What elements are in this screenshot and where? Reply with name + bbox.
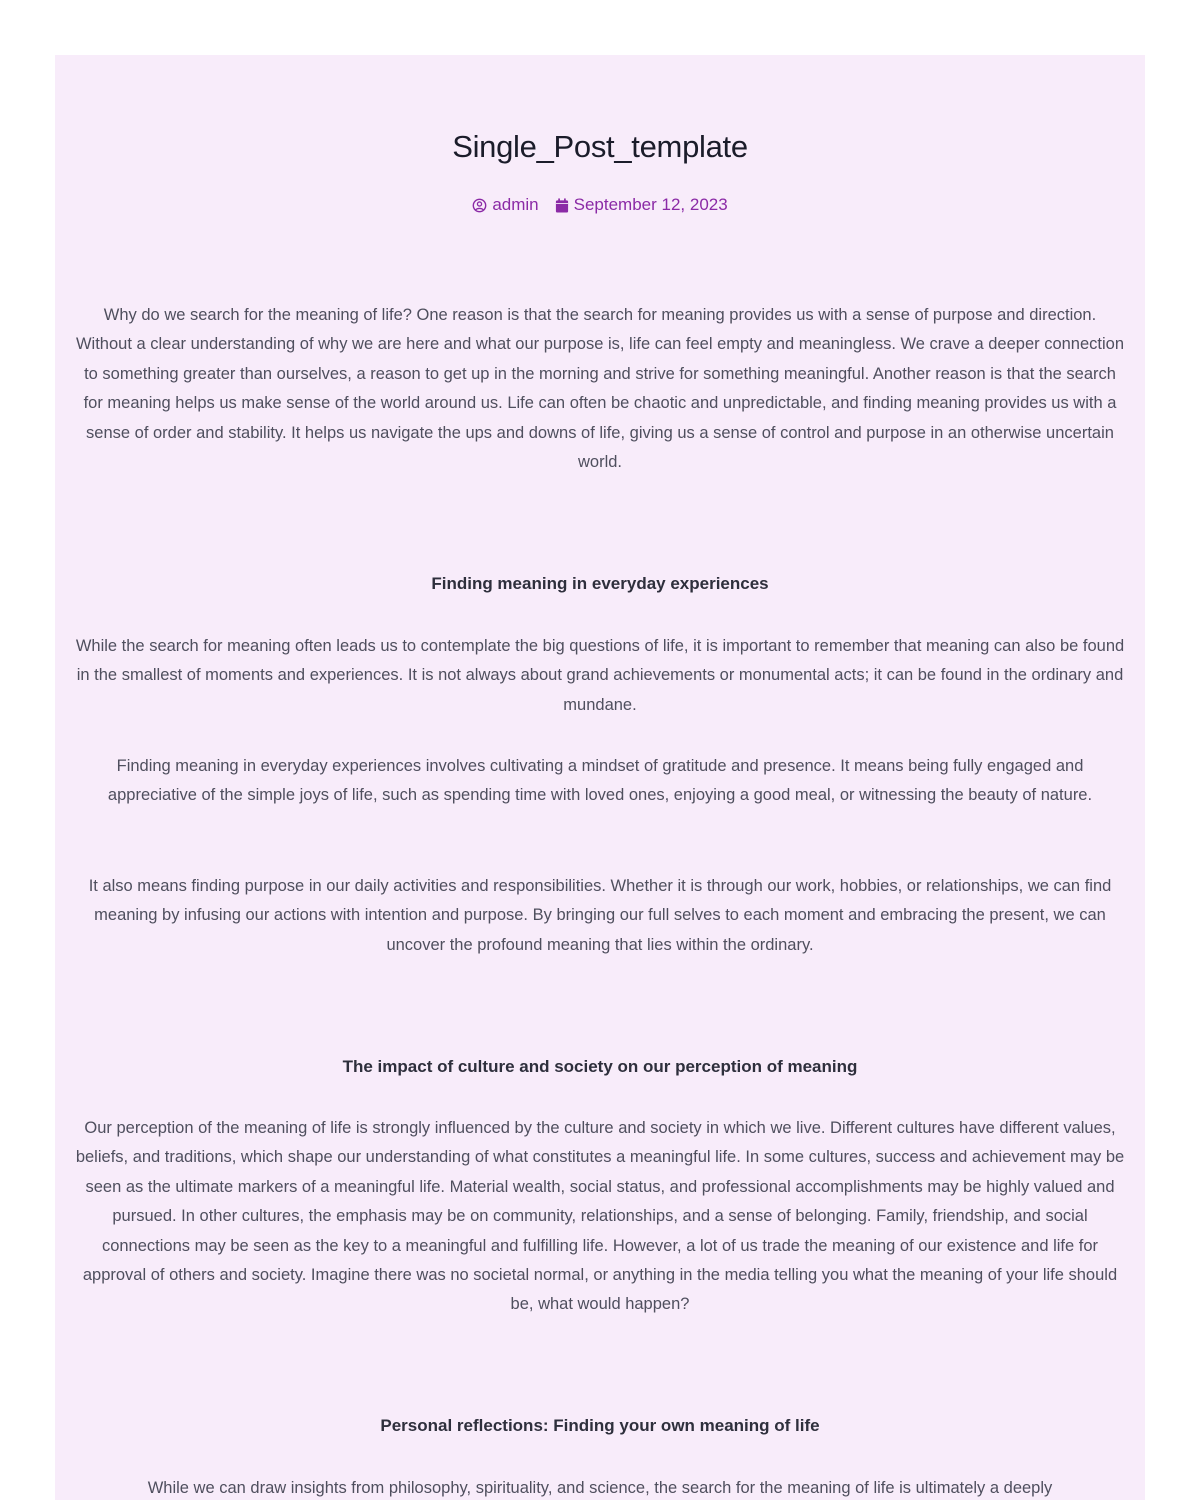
- section-heading-personal: Personal reflections: Finding your own meaning of life: [380, 1416, 820, 1435]
- section-paragraph: Our perception of the meaning of life is strongly influenced by the culture and society in which we live. Different cultures have different values, beliefs, and traditions, which shape our understanding of what constitutes a meaningful life. In some cultures, success and achievement may be seen as the ultimate markers of a meaningful life. Material wealth, social status, and professional accomplishments may be highly valued and pursued. In other cultures, the emphasis may be on community, relationships, and a sense of belonging. Family, friendship, and social connections may be seen as the key to a meaningful and fulfilling life. However, a lot of us trade the meaning of our existence and life for approval of others and society. Imagine there was no societal normal, or anything in the media telling you what the meaning of your life should be, what would happen?: [75, 1119, 1125, 1314]
- author-name: admin: [492, 195, 539, 214]
- date-link[interactable]: [555, 195, 728, 215]
- section-paragraph: Finding meaning in everyday experiences involves cultivating a mindset of gratitude and presence. It means being fully engaged and appreciative of the simple joys of life, such as spending time with loved ones, enjoying a good meal, or witnessing the beauty of nature.: [107, 757, 1093, 805]
- calendar-icon: [555, 198, 569, 213]
- post-card: [55, 55, 1145, 1500]
- section-paragraph: While the search for meaning often leads us to contemplate the big questions of life, it is important to remember that meaning can also be found in the smallest of moments and experiences. It is not always about grand achievements or monumental acts; it can be found in the ordinary and mundane.: [75, 637, 1125, 714]
- section-heading-culture: The impact of culture and society on our perception of meaning: [342, 1057, 858, 1076]
- section-paragraph: It also means finding purpose in our daily activities and responsibilities. Whether it is through our work, hobbies, or relationships, we can find meaning by infusing our actions with intention and purpose. By bringing our full selves to each moment and embracing the present, we can uncover the profound meaning that lies within the ordinary.: [88, 877, 1112, 954]
- post-date: September 12, 2023: [573, 195, 728, 214]
- post-meta: [55, 195, 1145, 215]
- intro-paragraph: Why do we search for the meaning of life? One reason is that the search for meaning provides us with a sense of purpose and direction. Without a clear understanding of why we are here and what our purpose is, life can feel empty and meaningless. We crave a deeper connection to something greater than ourselves, a reason to get up in the morning and strive for something meaningful. Another reason is that the search for meaning helps us make sense of the world around us. Life can often be chaotic and unpredictable, and finding meaning provides us with a sense of order and stability. It helps us navigate the ups and downs of life, giving us a sense of control and purpose in an otherwise uncertain world.: [75, 306, 1125, 472]
- author-link[interactable]: [472, 195, 538, 215]
- section-paragraph: While we can draw insights from philosophy, spirituality, and science, the search for the meaning of life is ultimately a deeply: [147, 1479, 1053, 1497]
- user-circle-icon: [472, 198, 487, 213]
- section-heading-everyday: Finding meaning in everyday experiences: [431, 574, 769, 593]
- post-title: Single_Post_template: [452, 129, 748, 164]
